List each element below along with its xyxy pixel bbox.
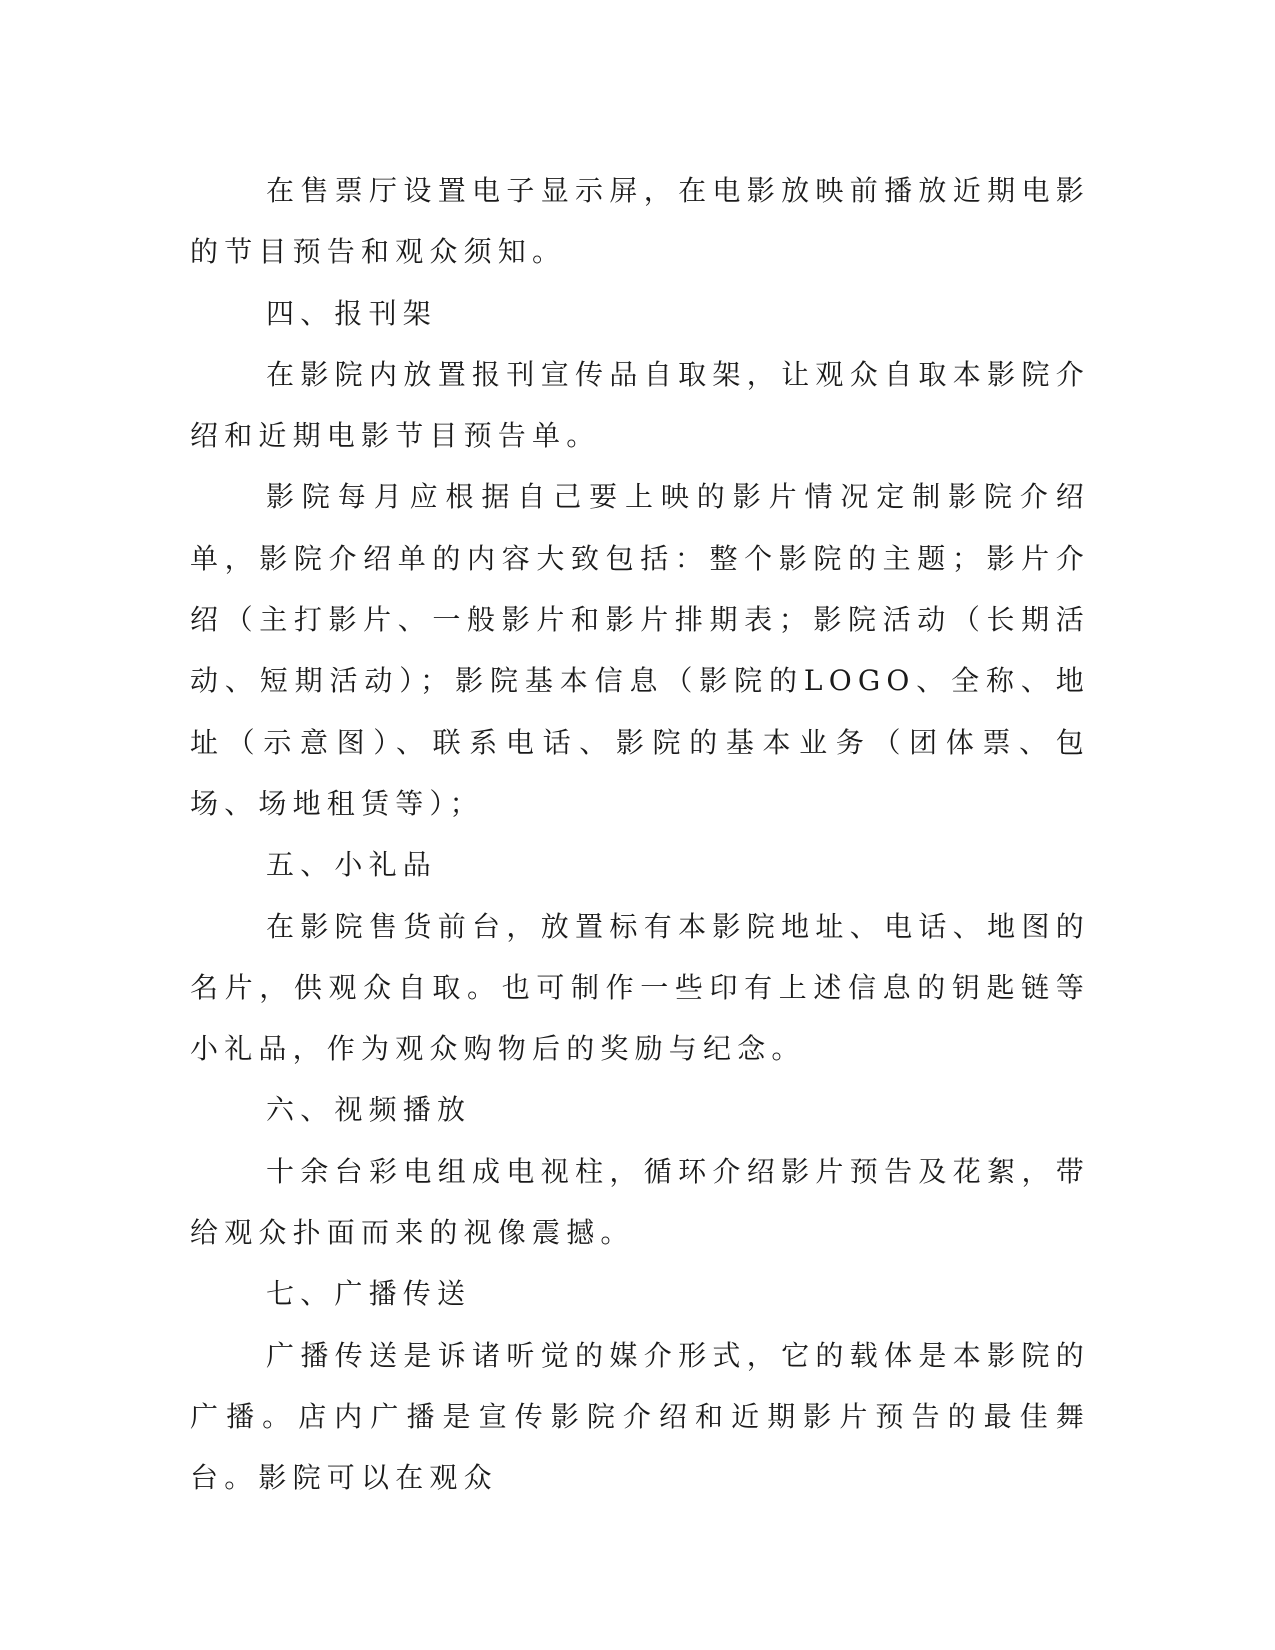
paragraph-newspaper-rack: 在影院内放置报刊宣传品自取架，让观众自取本影院介绍和近期电影节目预告单。 — [190, 357, 1090, 453]
section-heading-video-playback: 六、视频播放 — [266, 1093, 472, 1127]
document-body — [190, 160, 1090, 1509]
paragraph-ticket-hall-display: 在售票厅设置电子显示屏，在电影放映前播放近期电影的节目预告和观众须知。 — [190, 174, 1090, 269]
paragraph-video-playback: 十余台彩电组成电视柱，循环介绍影片预告及花絮，带给观众扑面而来的视像震撼。 — [190, 1154, 1090, 1250]
paragraph-broadcast: 广播传送是诉诸听觉的媒介形式，它的载体是本影院的广播。店内广播是宣传影院介绍和近期影片预告的最佳舞台。影院可以在观众 — [190, 1338, 1090, 1495]
section-heading-newspaper-rack: 四、报刊架 — [266, 296, 438, 330]
section-heading-broadcast: 七、广播传送 — [266, 1277, 472, 1311]
section-heading-small-gifts: 五、小礼品 — [266, 848, 438, 882]
paragraph-cinema-intro-sheet: 影院每月应根据自己要上映的影片情况定制影院介绍单，影院介绍单的内容大致包括：整个影院的主题；影片介绍（主打影片、一般影片和影片排期表；影院活动（长期活动、短期活动）；影院基本信息（影院的LOGO、全称、地址（示意图）、联系电话、影院的基本业务（团体票、包场、场地租赁等）； — [190, 480, 1090, 820]
paragraph-small-gifts: 在影院售货前台，放置标有本影院地址、电话、地图的名片，供观众自取。也可制作一些印有上述信息的钥匙链等小礼品，作为观众购物后的奖励与纪念。 — [190, 909, 1090, 1066]
